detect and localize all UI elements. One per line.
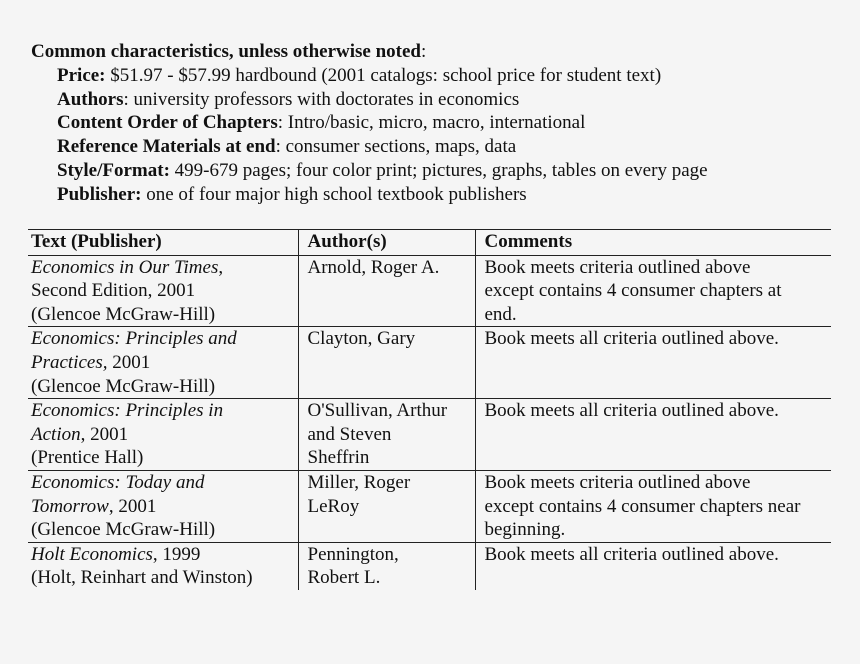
text-line <box>31 518 295 542</box>
book-title: Tomorrow <box>31 495 109 517</box>
author-cell <box>298 255 475 327</box>
text-line <box>31 256 295 280</box>
textbook-table <box>28 229 831 590</box>
book-detail: 2001 <box>107 351 151 373</box>
text-line <box>31 399 295 423</box>
heading-suffix: : <box>420 41 427 62</box>
text-line <box>31 375 295 399</box>
characteristic-style-format <box>57 159 708 183</box>
table-header-row <box>28 230 831 256</box>
book-publisher: (Prentice Hall) <box>31 447 144 469</box>
author-line: LeRoy <box>307 495 360 517</box>
author-line: Miller, Roger <box>307 471 411 493</box>
characteristic-label: Reference Materials at end <box>57 136 276 158</box>
characteristic-label: Price: <box>57 65 106 86</box>
table-row <box>28 255 831 327</box>
author-cell <box>298 470 475 542</box>
book-title: Economics: Today and <box>31 471 205 493</box>
book-detail: , 1999 <box>152 543 201 565</box>
author-line: Robert L. <box>307 567 381 589</box>
heading-label: Common characteristics, unless otherwise noted <box>31 41 421 62</box>
header-text-publisher: Text (Publisher) <box>28 230 298 256</box>
book-detail: Second Edition, 2001 <box>31 280 196 302</box>
text-line <box>31 423 295 447</box>
text-publisher-cell <box>28 470 298 542</box>
characteristic-value: : consumer sections, maps, data <box>275 136 517 158</box>
characteristic-value: : Intro/basic, micro, macro, international <box>277 112 586 134</box>
characteristic-label: Content Order of Chapters <box>57 112 278 134</box>
header-authors: Author(s) <box>298 230 475 256</box>
comments-cell <box>475 255 831 327</box>
comment-line: Book meets all criteria outlined above. <box>484 328 779 350</box>
author-line: Clayton, Gary <box>307 328 416 350</box>
comments-cell <box>475 327 831 399</box>
text-publisher-cell <box>28 327 298 399</box>
author-cell <box>298 327 475 399</box>
characteristic-label: Authors <box>57 88 124 110</box>
characteristic-value: : university professors with doctorates in economics <box>123 88 520 110</box>
author-line: and Steven <box>307 423 392 445</box>
book-title: Economics: Principles and <box>31 328 237 350</box>
table-row <box>28 327 831 399</box>
comment-line: end. <box>484 303 517 325</box>
comments-cell <box>475 399 831 471</box>
text-line <box>31 279 295 303</box>
text-publisher-cell <box>28 255 298 327</box>
characteristic-authors <box>57 88 708 112</box>
book-detail: , 2001 <box>80 423 129 445</box>
comment-line: Book meets criteria outlined above <box>484 256 751 278</box>
comment-line: Book meets all criteria outlined above. <box>484 400 779 422</box>
author-line: Arnold, Roger A. <box>307 256 440 278</box>
comment-line: Book meets all criteria outlined above. <box>484 543 779 565</box>
characteristic-value: $51.97 - $57.99 hardbound (2001 catalogs: school price for student text) <box>105 65 662 86</box>
author-line: O'Sullivan, Arthur <box>307 400 448 422</box>
text-line <box>31 351 295 375</box>
book-title: Practices, <box>31 351 108 373</box>
text-publisher-cell <box>28 542 298 590</box>
book-title: Economics: Principles in <box>31 400 224 422</box>
author-cell <box>298 542 475 590</box>
book-title: Economics in Our Times <box>31 256 219 278</box>
characteristic-reference-materials <box>57 135 708 159</box>
book-publisher: (Holt, Reinhart and Winston) <box>31 567 253 589</box>
characteristic-price <box>57 64 708 88</box>
characteristic-label: Style/Format: <box>57 159 170 181</box>
text-line <box>31 446 295 470</box>
characteristic-value: one of four major high school textbook publishers <box>141 183 527 205</box>
comment-line: except contains 4 consumer chapters at <box>484 280 782 302</box>
text-publisher-cell <box>28 399 298 471</box>
characteristics-heading <box>31 40 426 63</box>
book-detail: , <box>218 256 224 278</box>
book-detail: , 2001 <box>108 495 157 517</box>
header-comments: Comments <box>475 230 831 256</box>
text-line <box>31 495 295 519</box>
author-line: Pennington, <box>307 543 399 565</box>
comments-cell <box>475 470 831 542</box>
characteristic-value: 499-679 pages; four color print; pictures, graphs, tables on every page <box>169 159 708 181</box>
book-title: Action <box>31 423 81 445</box>
characteristic-label: Publisher: <box>57 183 142 205</box>
text-line <box>31 566 295 590</box>
text-line <box>31 303 295 327</box>
book-publisher: (Glencoe McGraw-Hill) <box>31 375 216 397</box>
table-row <box>28 470 831 542</box>
author-line: Sheffrin <box>307 447 370 469</box>
comment-line: except contains 4 consumer chapters near <box>484 495 801 517</box>
text-line <box>31 543 295 567</box>
characteristics-list <box>57 64 708 206</box>
table-row <box>28 399 831 471</box>
comment-line: Book meets criteria outlined above <box>484 471 751 493</box>
comment-line: beginning. <box>484 519 566 541</box>
comments-cell <box>475 542 831 590</box>
book-publisher: (Glencoe McGraw-Hill) <box>31 519 216 541</box>
text-line <box>31 471 295 495</box>
characteristic-publisher <box>57 183 708 207</box>
text-line <box>31 327 295 351</box>
characteristic-content-order <box>57 111 708 135</box>
book-publisher: (Glencoe McGraw-Hill) <box>31 303 216 325</box>
author-cell <box>298 399 475 471</box>
table-row <box>28 542 831 590</box>
book-title: Holt Economics <box>31 543 153 565</box>
